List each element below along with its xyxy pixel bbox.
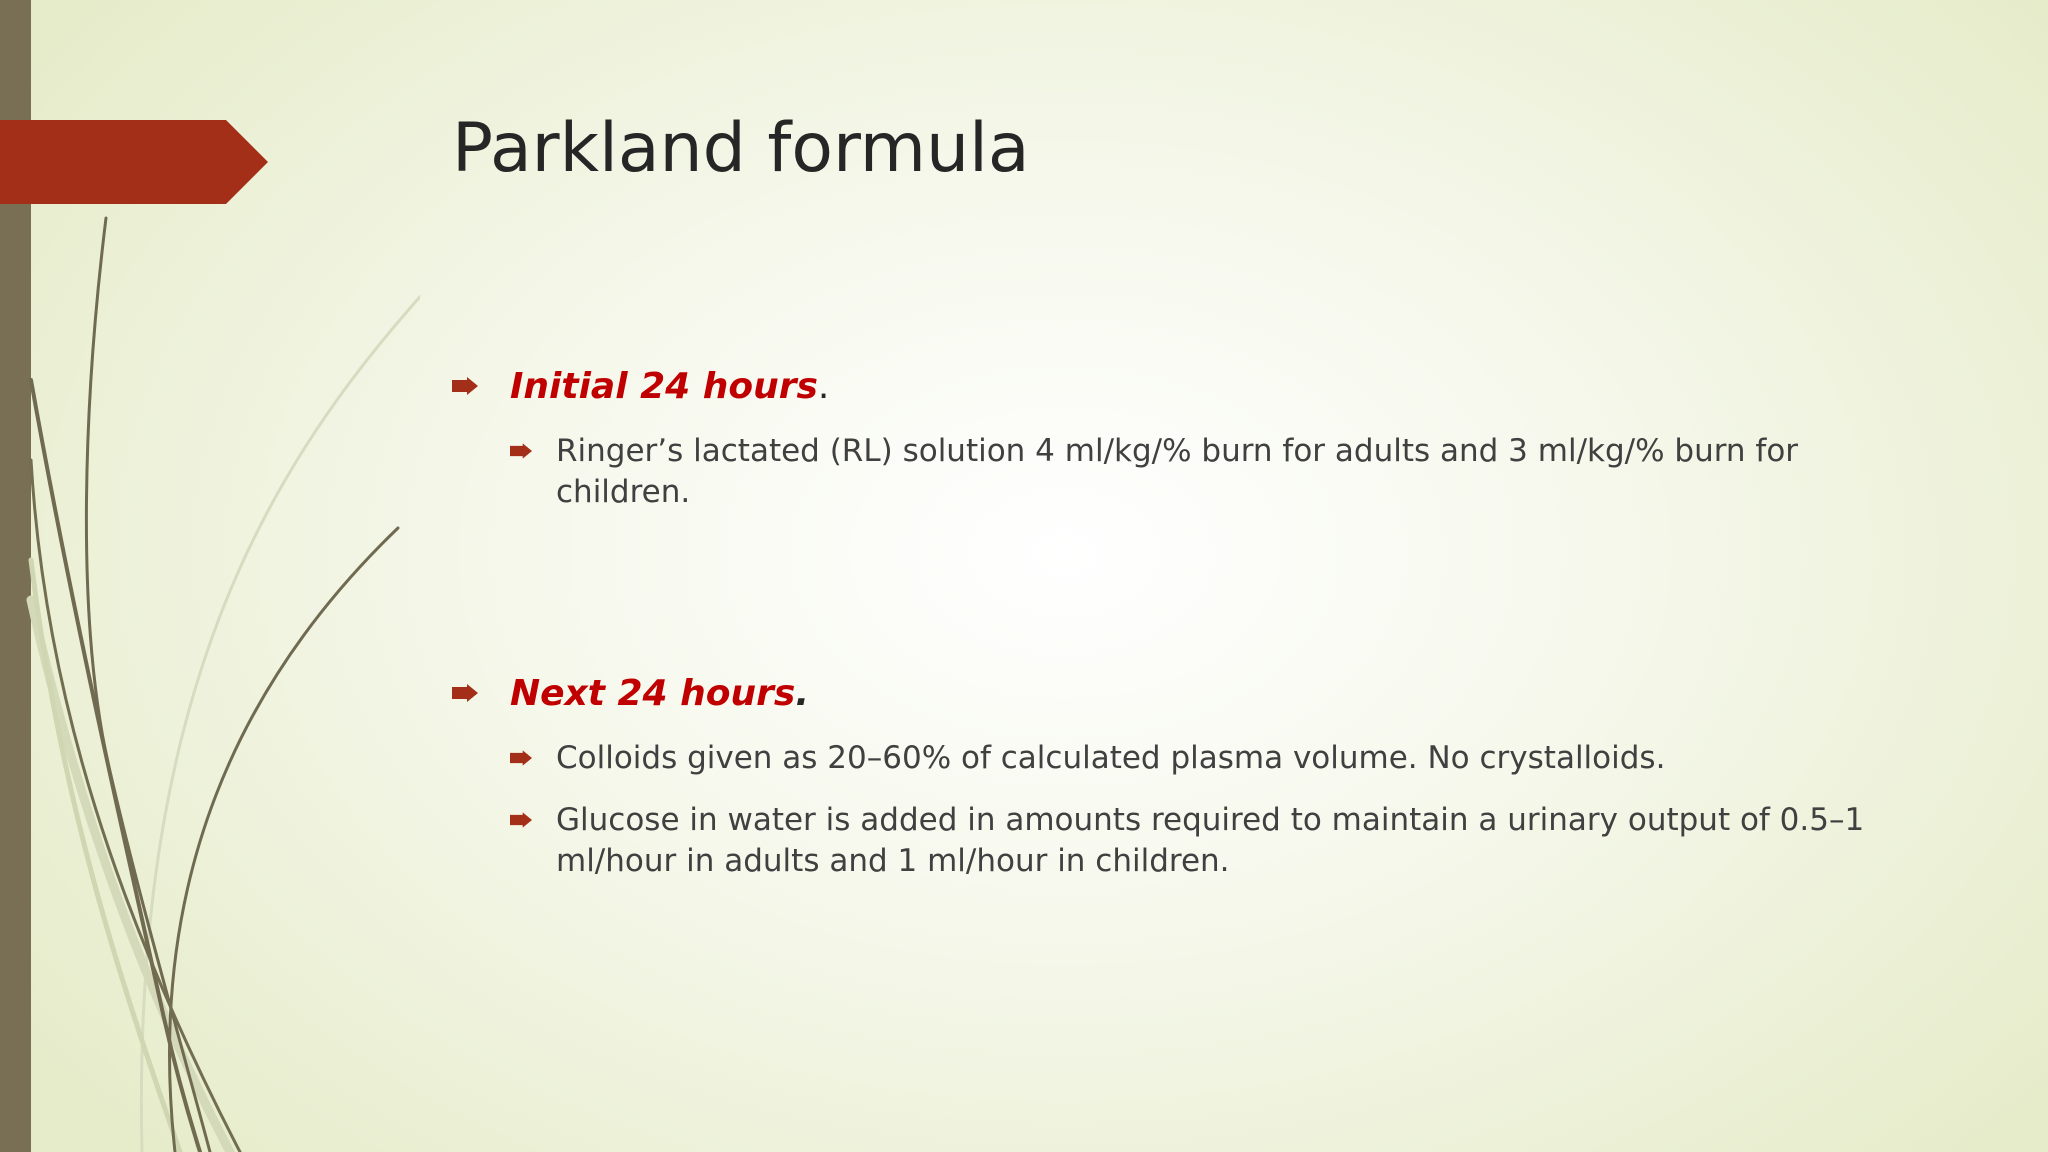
list-item: [510, 738, 1892, 779]
section-heading: Initial 24 hours: [510, 366, 818, 407]
arrow-bullet-icon: [510, 443, 532, 459]
section-initial-24-hours: [452, 364, 1892, 409]
arrow-bullet-icon: [452, 377, 478, 395]
section-next-24-hours: [452, 671, 1892, 716]
title-arrow-shape: [0, 0, 270, 210]
slide-title: Parkland formula: [452, 109, 1030, 188]
section-heading-punct: .: [817, 366, 830, 407]
arrow-bullet-icon: [452, 684, 478, 702]
list-item-text: Glucose in water is added in amounts required to maintain a urinary output of 0.5–1 ml/hour in adults and 1 ml/hour in children.: [556, 801, 1865, 879]
slide-content: [452, 364, 1892, 882]
arrow-bullet-icon: [510, 812, 532, 828]
section-heading: Next 24 hours: [510, 673, 796, 715]
list-item: [510, 800, 1892, 882]
list-item: [510, 431, 1892, 513]
list-item-text: Ringer’s lactated (RL) solution 4 ml/kg/% burn for adults and 3 ml/kg/% burn for children.: [556, 433, 1799, 511]
list-item-text: Colloids given as 20–60% of calculated plasma volume. No crystalloids.: [556, 740, 1666, 777]
section-heading-punct: .: [795, 673, 809, 715]
arrow-bullet-icon: [510, 750, 532, 766]
